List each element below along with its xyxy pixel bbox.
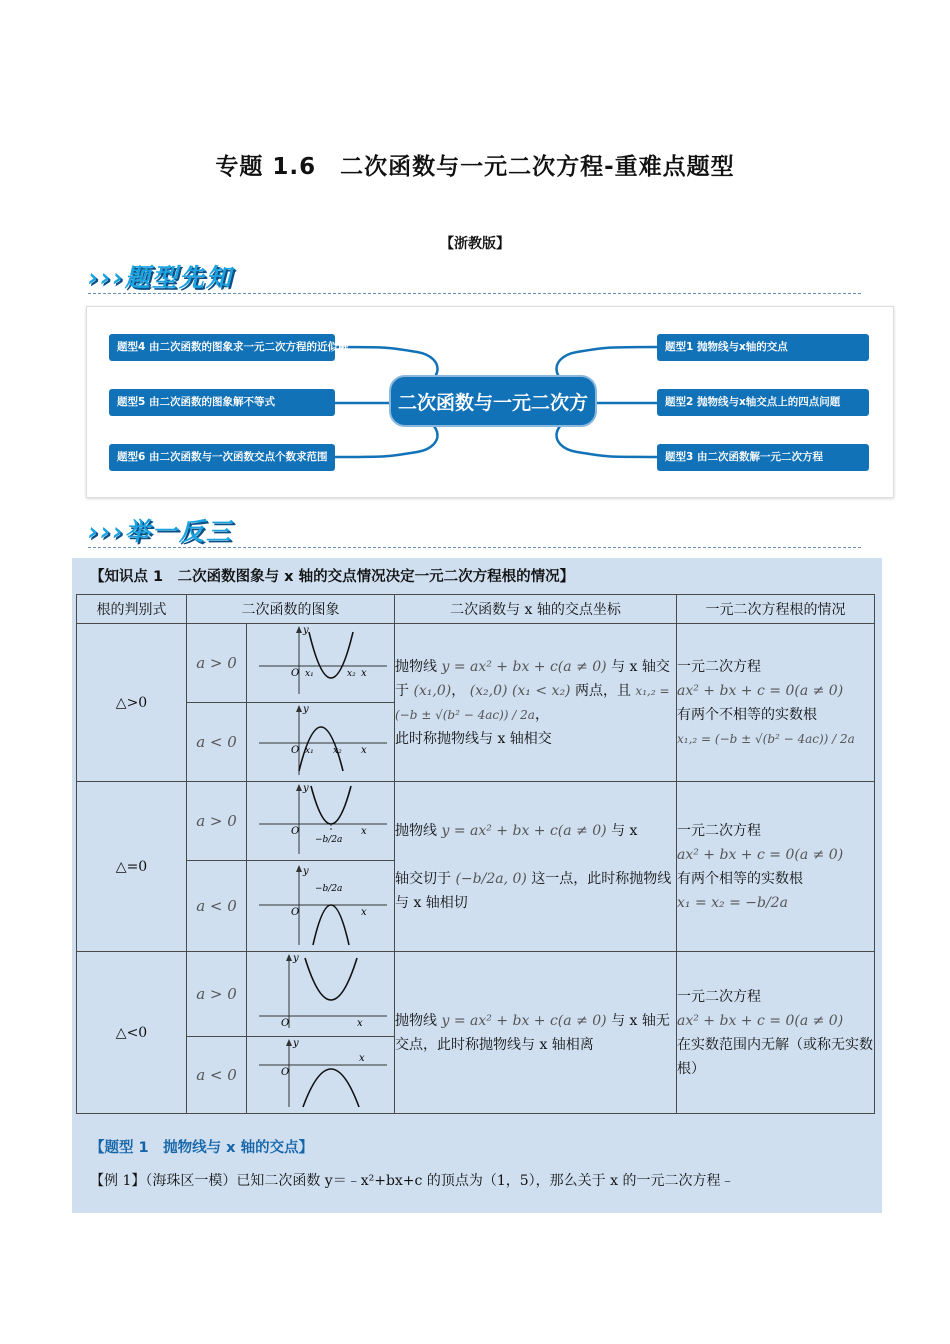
quadratic-formula: x₁,₂ = (−b ± √(b² − 4ac)) / 2a [395,683,670,722]
edition-label: 【浙教版】 [440,236,510,252]
formula: y = ax² + bx + c(a ≠ 0) [441,822,607,839]
formula: (x₁,0) [413,682,452,699]
vertex-label: −b/2a [315,884,343,894]
mindmap-node-right-2: 题型2 抛物线与x轴交点上的四点问题 [657,389,869,416]
mindmap-node-right-3: 题型3 由二次函数解一元二次方程 [657,444,869,471]
x2-label: x₂ [333,746,342,756]
banner-arrows: ››› [88,517,125,546]
table-row [77,782,875,861]
formula: y = ax² + bx + c(a ≠ 0) [441,658,607,675]
coord-tangent [395,782,677,952]
y-axis-label: y [303,704,309,715]
formula: x₁ = x₂ = −b/2a [677,894,788,911]
x-axis-label: x [359,1053,365,1064]
origin-label: O [291,745,300,756]
x-axis-label: x [361,826,367,837]
banner-practice-text: 举一反三 [124,517,233,546]
formula: ax² + bx + c = 0(a ≠ 0) [677,682,844,699]
text: 有两个不相等的实数根 [677,706,817,723]
x-axis-label: x [357,1018,363,1029]
graph-one-root-up [247,782,395,861]
coord-no-intersection [395,952,677,1114]
table-row [77,624,875,703]
text: 抛物线 [395,1012,437,1029]
mindmap-node-right-1: 题型1 抛物线与x轴的交点 [657,334,869,361]
x1-label: x₁ [305,746,314,756]
knowledge-table [76,594,875,1114]
knowledge-title: 【知识点 1 二次函数图象与 x 轴的交点情况决定一元二次方程根的情况】 [90,569,575,585]
cond-a-negative: a < 0 [187,703,247,782]
text: 两点，且 [574,682,631,699]
x1-label: x₁ [305,669,314,679]
table-row [77,952,875,1037]
roots-equal [677,782,875,952]
divider [88,293,861,294]
banner-arrows: ››› [88,263,125,292]
text: 在实数范围内无解（或称无实数根） [677,1036,873,1077]
document-title: 专题 1.6 二次函数与一元二次方程-重难点题型 [215,154,735,180]
section-heading-type1: 【题型 1 抛物线与 x 轴的交点】 [90,1140,314,1156]
text: ， [451,682,466,699]
x-axis-label: x [361,745,367,756]
cond-a-positive: a > 0 [187,782,247,861]
origin-label: O [281,1067,290,1078]
graph-one-root-down [247,861,395,952]
disc-zero: △=0 [77,782,187,952]
text: 有两个相等的实数根 [677,870,803,887]
origin-label: O [291,907,300,918]
example-1: 【例 1】（海珠区一模）已知二次函数 y＝﹣x²+bx+c 的顶点为（1，5），那么关于 x 的一元二次方程﹣ [90,1173,735,1189]
text: 此时称抛物线与 x 轴相交 [395,730,552,747]
cond-a-negative: a < 0 [187,861,247,952]
text: 一元二次方程 [677,822,761,839]
x-axis-label: x [361,668,367,679]
vertex-formula: (−b/2a, 0) [455,870,527,887]
y-axis-label: y [293,1038,299,1049]
formula: (x₂,0) (x₁ < x₂) [469,682,571,699]
header-roots: 一元二次方程根的情况 [677,595,875,624]
origin-label: O [291,826,300,837]
text: 与 x [611,822,638,839]
mindmap-node-left-3: 题型6 由二次函数与一次函数交点个数求范围 [109,444,335,471]
formula: ax² + bx + c = 0(a ≠ 0) [677,846,844,863]
text: ， [534,706,549,723]
header-coordinates: 二次函数与 x 轴的交点坐标 [395,595,677,624]
mindmap-node-left-2: 题型5 由二次函数的图象解不等式 [109,389,335,416]
disc-positive: △>0 [77,624,187,782]
text: 抛物线 [395,822,437,839]
x2-label: x₂ [347,669,356,679]
table-header-row [77,595,875,624]
coord-two-points [395,624,677,782]
formula: ax² + bx + c = 0(a ≠ 0) [677,1012,844,1029]
text: 抛物线 [395,658,437,675]
header-graph: 二次函数的图象 [187,595,395,624]
text: 轴交切于 [395,870,451,887]
text: 一元二次方程 [677,658,761,675]
y-axis-label: y [293,953,299,964]
banner-practice [88,512,233,548]
header-discriminant: 根的判别式 [77,595,187,624]
x-axis-label: x [361,907,367,918]
mindmap-center: 二次函数与一元二次方程 [389,375,597,427]
y-axis-label: y [303,783,309,794]
text: 与 x 轴交于 [395,658,670,699]
roots-distinct [677,624,875,782]
disc-negative: △<0 [77,952,187,1114]
cond-a-positive: a > 0 [187,952,247,1037]
divider [88,547,861,548]
origin-label: O [291,668,300,679]
text: 一元二次方程 [677,988,761,1005]
quadratic-formula: x₁,₂ = (−b ± √(b² − 4ac)) / 2a [677,731,855,746]
graph-two-roots-down [247,703,395,782]
vertex-label: −b/2a [315,835,343,845]
graph-no-root-down [247,1037,395,1114]
banner-preview [88,258,233,294]
graph-two-roots-up [247,624,395,703]
y-axis-label: y [303,866,309,877]
formula: y = ax² + bx + c(a ≠ 0) [441,1012,607,1029]
text: 这一点，此时称抛物线与 x 轴相切 [395,870,672,911]
mindmap-node-left-1: 题型4 由二次函数的图象求一元二次方程的近似解 [109,334,335,361]
cond-a-negative: a < 0 [187,1037,247,1114]
cond-a-positive: a > 0 [187,624,247,703]
graph-no-root-up [247,952,395,1037]
text: 与 x 轴无交点，此时称抛物线与 x 轴相离 [395,1012,670,1053]
origin-label: O [281,1018,290,1029]
y-axis-label: y [303,625,309,636]
banner-preview-text: 题型先知 [124,263,233,292]
roots-none [677,952,875,1114]
mindmap [86,306,894,498]
